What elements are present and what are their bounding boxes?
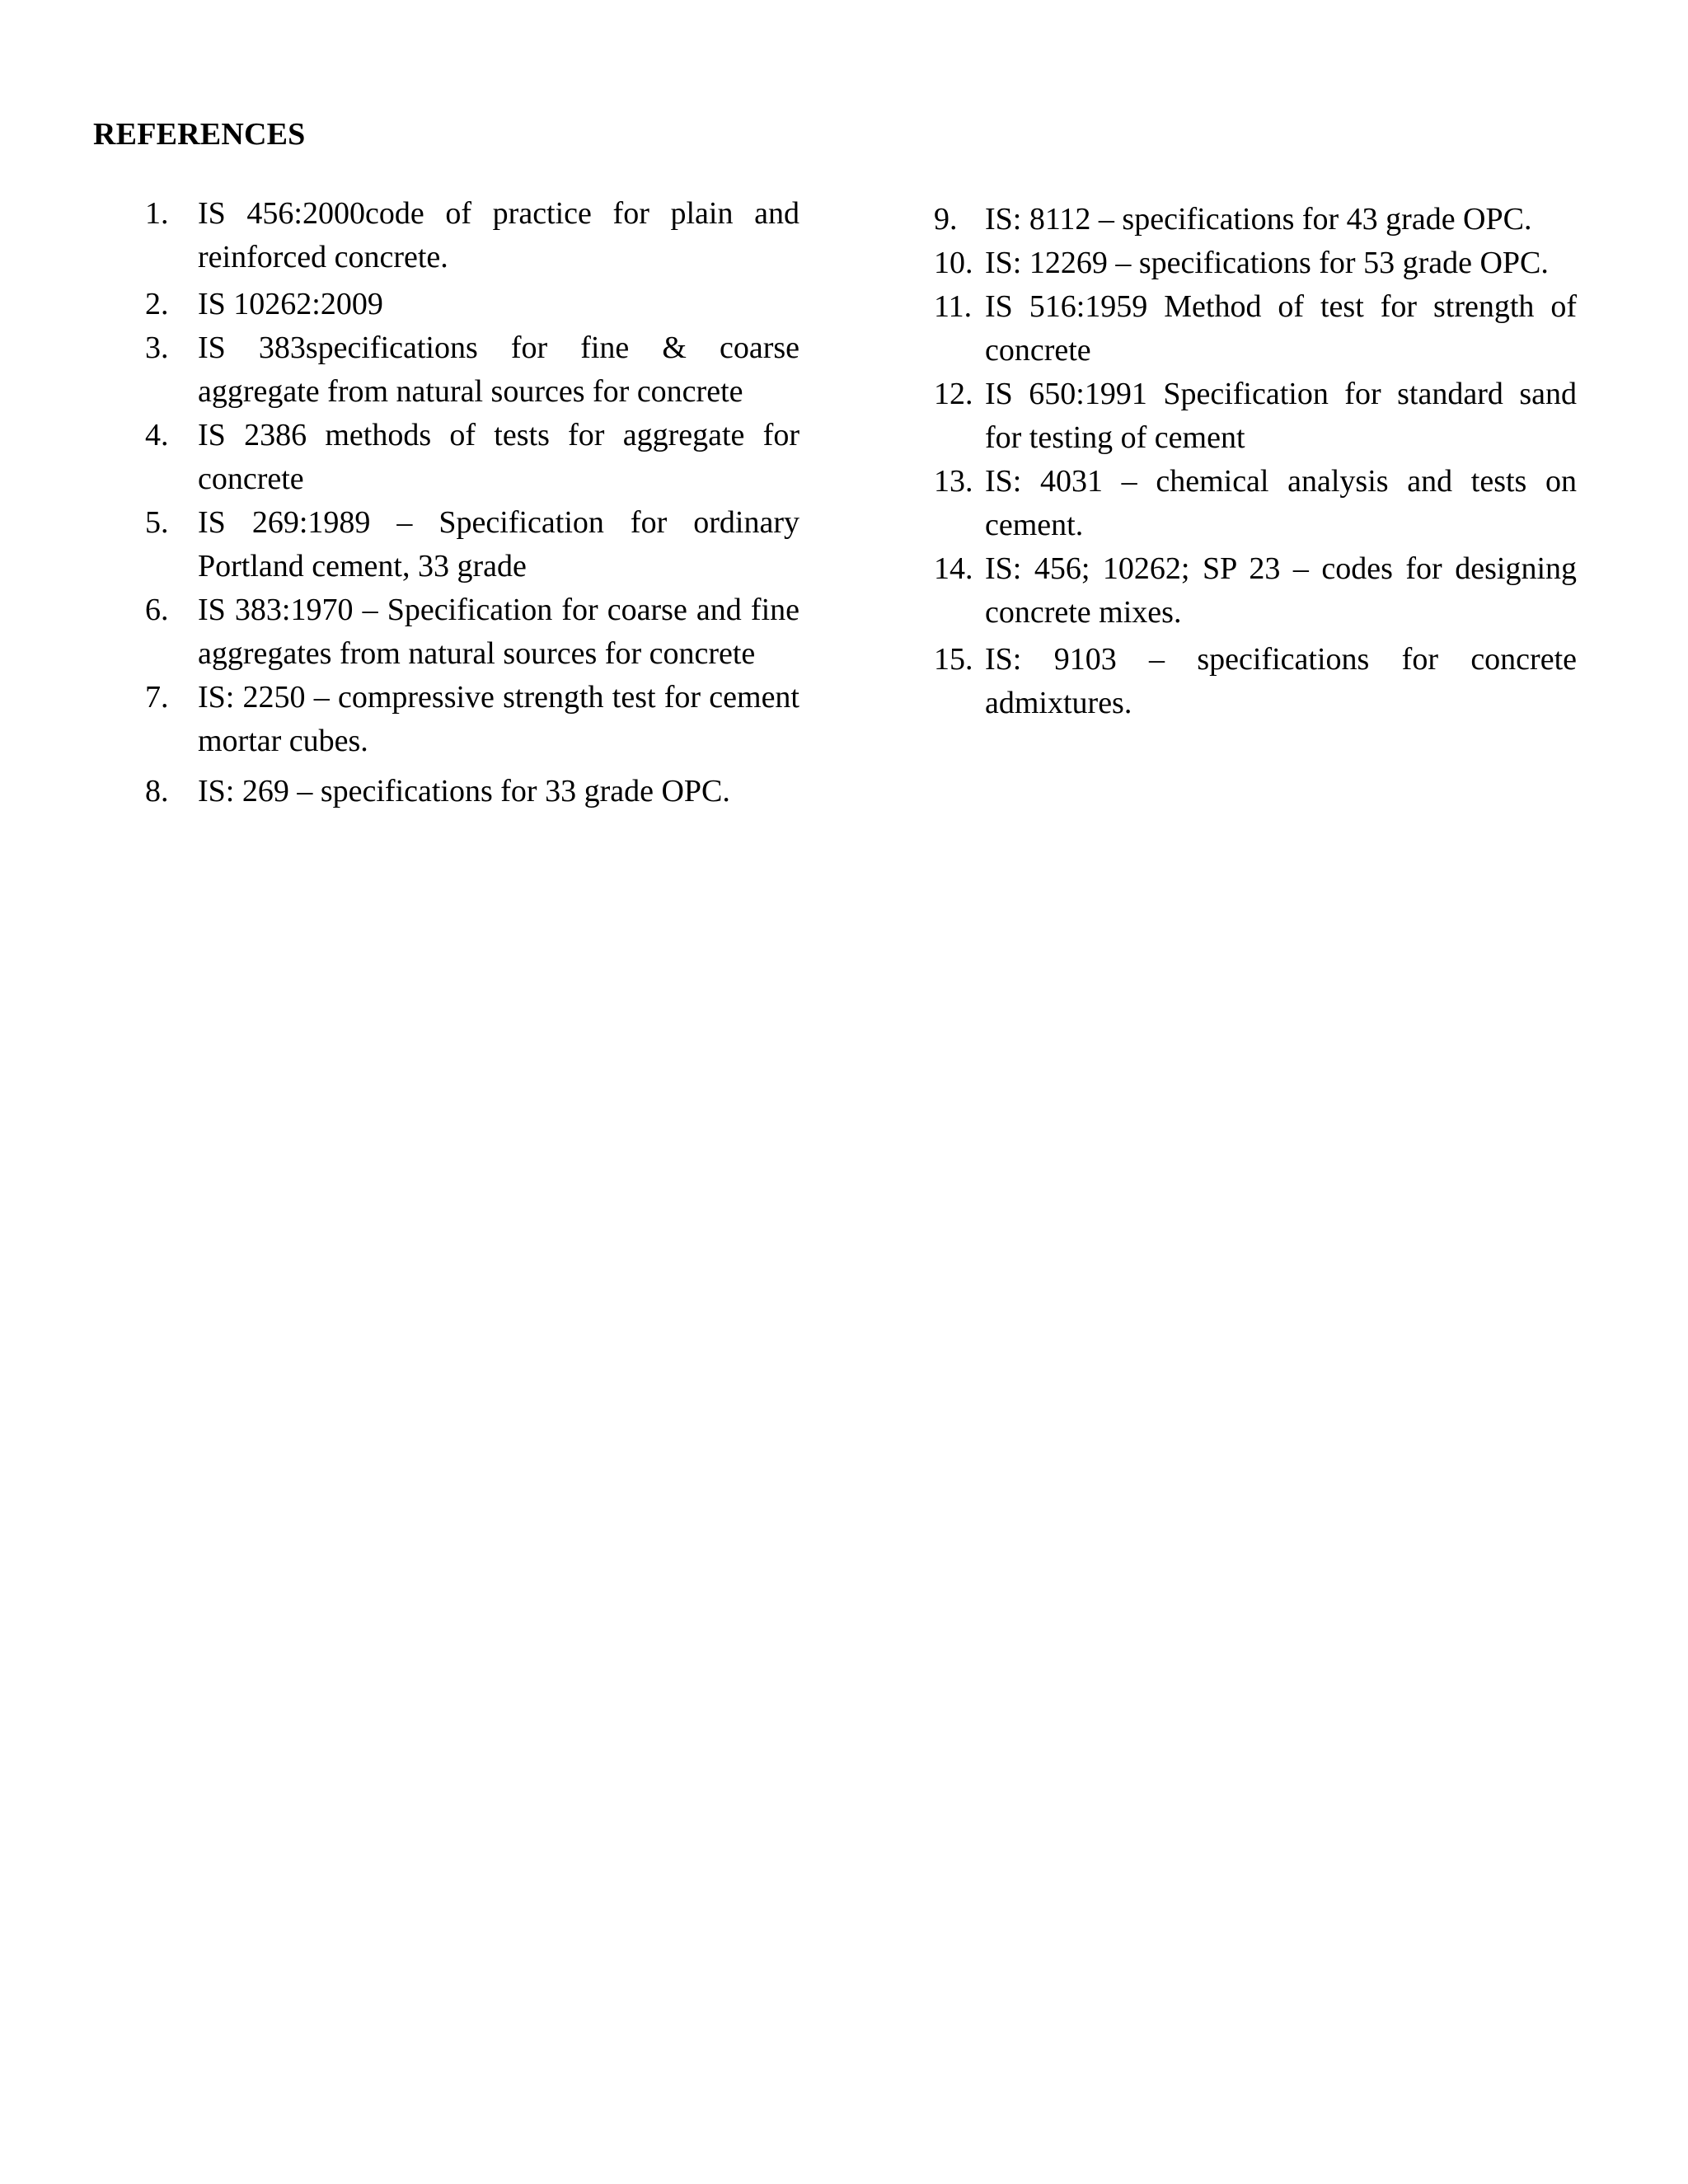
reference-text: IS 516:1959 Method of test for strength of concrete	[985, 289, 1577, 368]
reference-number: 6.	[145, 593, 169, 627]
reference-number: 7.	[145, 680, 169, 715]
reference-item-11	[934, 285, 1577, 373]
reference-text: IS: 8112 – specifications for 43 grade OPC.	[985, 202, 1532, 237]
reference-text: IS 383:1970 – Specification for coarse and fine aggregates from natural sources for concrete	[198, 593, 799, 671]
reference-item-6	[145, 588, 799, 676]
reference-number: 3.	[145, 330, 169, 365]
reference-number: 2.	[145, 287, 169, 321]
reference-item-3	[145, 326, 799, 414]
reference-text: IS: 2250 – compressive strength test for cement mortar cubes.	[198, 680, 799, 758]
reference-number: 14.	[934, 551, 973, 586]
reference-text: IS 383specifications for fine & coarse aggregate from natural sources for concrete	[198, 330, 799, 409]
reference-text: IS 456:2000code of practice for plain and reinforced concrete.	[198, 196, 799, 274]
reference-number: 5.	[145, 505, 169, 540]
reference-item-7	[145, 676, 799, 763]
reference-number: 13.	[934, 464, 973, 499]
reference-item-14	[934, 547, 1577, 635]
reference-item-4	[145, 414, 799, 501]
reference-item-15	[934, 638, 1577, 725]
reference-item-5	[145, 501, 799, 588]
reference-number: 11.	[934, 289, 973, 324]
reference-text: IS 10262:2009	[198, 287, 383, 321]
reference-item-12	[934, 373, 1577, 460]
reference-number: 4.	[145, 418, 169, 452]
reference-number: 1.	[145, 196, 169, 231]
references-list-right	[934, 198, 1577, 725]
references-heading: REFERENCES	[93, 117, 306, 152]
reference-text: IS 269:1989 – Specification for ordinary Portland cement, 33 grade	[198, 505, 799, 583]
reference-number: 15.	[934, 642, 973, 677]
references-list-left	[145, 192, 799, 813]
reference-number: 12.	[934, 377, 973, 411]
reference-number: 9.	[934, 202, 958, 237]
reference-text: IS: 4031 – chemical analysis and tests on cement.	[985, 464, 1577, 542]
reference-item-8	[145, 770, 799, 813]
reference-item-13	[934, 460, 1577, 547]
reference-text: IS: 12269 – specifications for 53 grade OPC.	[985, 246, 1549, 280]
reference-text: IS: 269 – specifications for 33 grade OPC.	[198, 774, 730, 808]
reference-item-10	[934, 241, 1577, 285]
reference-item-9	[934, 198, 1577, 241]
reference-number: 10.	[934, 246, 973, 280]
reference-text: IS: 9103 – specifications for concrete admixtures.	[985, 642, 1577, 720]
reference-item-2	[145, 283, 799, 326]
reference-text: IS: 456; 10262; SP 23 – codes for designing concrete mixes.	[985, 551, 1577, 630]
reference-text: IS 650:1991 Specification for standard sand for testing of cement	[985, 377, 1577, 455]
reference-item-1	[145, 192, 799, 279]
reference-text: IS 2386 methods of tests for aggregate for concrete	[198, 418, 799, 496]
reference-number: 8.	[145, 774, 169, 808]
